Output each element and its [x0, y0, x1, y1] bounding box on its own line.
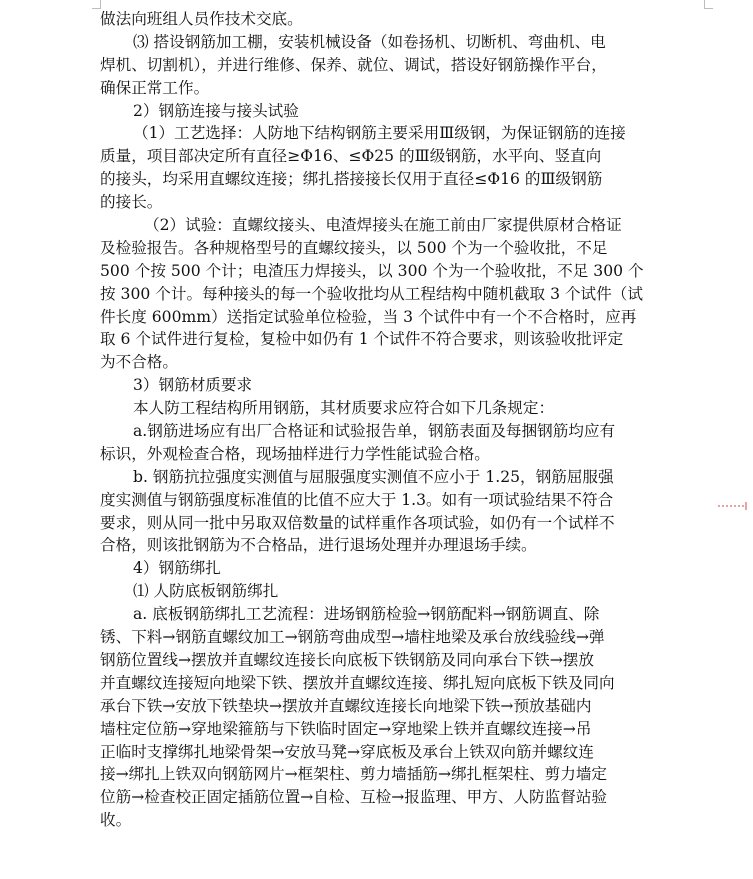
text-line: a.钢筋进场应有出厂合格证和试验报告单，钢筋表面及每捆钢筋均应有: [133, 422, 616, 441]
text-line: 本人防工程结构所用钢筋，其材质要求应符合如下几条规定：: [133, 399, 555, 418]
comment-anchor-line[interactable]: [718, 502, 752, 510]
text-line: 收。: [100, 811, 132, 830]
text-line: 的接长。: [100, 193, 163, 212]
text-line: 度实测值与钢筋强度标准值的比值不应大于 1.3。如有一项试验结果不符合: [100, 490, 614, 509]
text-line: 合格，则该批钢筋为不合格品，进行退场处理并办理退场手续。: [100, 536, 537, 555]
text-line: 标识，外观检查合格，现场抽样进行力学性能试验合格。: [100, 444, 490, 463]
text-line: 4）钢筋绑扎: [133, 559, 221, 578]
text-line: 的接头，均采用直螺纹连接；绑扎搭接接长仅用于直径≤Φ16 的Ⅲ级钢筋: [100, 170, 603, 189]
text-line: 墙柱定位筋→穿地梁箍筋与下铁临时固定→穿地梁上铁并直螺纹连接→吊: [100, 719, 592, 738]
text-line: 钢筋位置线→摆放并直螺纹连接长向底板下铁钢筋及同向承台下铁→摆放: [100, 650, 594, 669]
text-line: 按 300 个计。每种接头的每一个验收批均从工程结构中随机截取 3 个试件（试: [100, 284, 643, 303]
text-line: ⑴ 人防底板钢筋绑扎: [133, 582, 279, 601]
text-line: 件长度 600mm）送指定试验单位检验，当 3 个试件中有一个不合格时，应再: [100, 307, 637, 326]
text-line: 确保正常工作。: [100, 78, 210, 97]
text-line: ⑶ 搭设钢筋加工棚，安装机械设备（如卷扬机、切断机、弯曲机、电: [133, 32, 606, 51]
text-line: a. 底板钢筋绑扎工艺流程：进场钢筋检验→钢筋配料→钢筋调直、除: [133, 605, 600, 624]
text-line: 承台下铁→安放下铁垫块→摆放并直螺纹连接长向地梁下铁→预放基础内: [100, 696, 592, 715]
text-line: 做法向班组人员作技术交底。: [100, 10, 303, 28]
text-line: 及检验报告。各种规格型号的直螺纹接头，以 500 个为一个验收批，不足: [100, 238, 608, 257]
text-line: 取 6 个试件进行复检，复检中如仍有 1 个试件不符合要求，则该验收批评定: [100, 330, 624, 349]
text-line: 并直螺纹连接短向地梁下铁、摆放并直螺纹连接、绑扎短向底板下铁及同向: [100, 673, 615, 692]
text-line: 3）钢筋材质要求: [133, 376, 253, 395]
text-line: 位筋→检查校正固定插筋位置→自检、互检→报监理、甲方、人防监督站验: [100, 788, 608, 807]
text-line: （2）试验：直螺纹接头、电渣焊接头在施工前由厂家提供原材合格证: [144, 216, 622, 235]
document-body[interactable]: [100, 8, 716, 832]
text-line: 锈、下料→钢筋直螺纹加工→钢筋弯曲成型→墙柱地梁及承台放线验线→弹: [100, 628, 605, 647]
text-line: 焊机、切割机），并进行维修、保养、就位、调试，搭设好钢筋操作平台，: [100, 55, 607, 74]
text-line: 2）钢筋连接与接头试验: [133, 101, 299, 120]
text-line: b. 钢筋抗拉强度实测值与屈服强度实测值不应小于 1.25，钢筋屈服强: [133, 467, 614, 486]
text-line: 接→绑扎上铁双向钢筋网片→框架柱、剪力墙插筋→绑扎框架柱、剪力墙定: [100, 765, 608, 784]
text-line: 正临时支撑绑扎地梁骨架→安放马凳→穿底板及承台上铁双向筋并螺纹连: [100, 742, 594, 761]
text-line: （1）工艺选择：人防地下结构钢筋主要采用Ⅲ级钢，为保证钢筋的连接: [133, 124, 626, 143]
text-line: 质量，项目部决定所有直径≥Φ16、≤Φ25 的Ⅲ级钢筋，水平向、竖直向: [100, 147, 602, 166]
text-line: 要求，则从同一批中另取双倍数量的试样重作各项试验，如仍有一个试样不: [100, 513, 615, 532]
text-line: 500 个按 500 个计；电渣压力焊接头，以 300 个为一个验收批，不足 300 个: [100, 261, 644, 280]
text-line: 为不合格。: [100, 353, 178, 372]
